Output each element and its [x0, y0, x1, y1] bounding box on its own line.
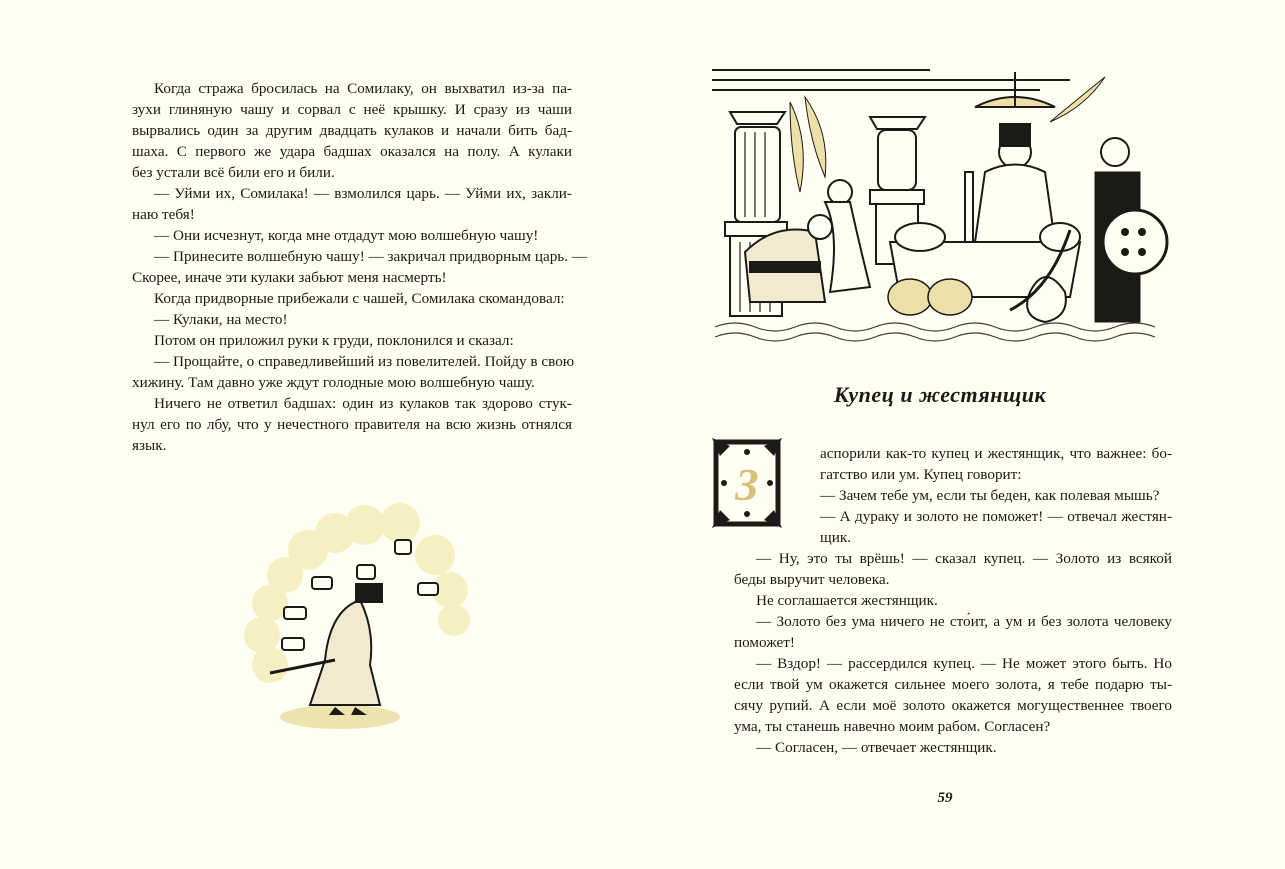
text-line: — Зачем тебе ум, если ты беден, как полевая мышь? [820, 487, 1160, 504]
text-line: Когда придворные прибежали с чашей, Сомилака скомандовал: [154, 290, 565, 307]
left-page [0, 0, 642, 869]
text-line: — Согласен, — отвечает жестянщик. [756, 739, 997, 756]
text-line: — Принесите волшебную чашу! — закричал придворным царь. — [154, 248, 588, 265]
text-line: наю тебя! [132, 206, 195, 223]
page-number: 59 [937, 790, 953, 806]
paragraph [712, 485, 1172, 506]
text-line: — Уйми их, Сомилака! — взмолился царь. — Уйми их, закли- [154, 185, 572, 202]
paragraph [712, 737, 1172, 758]
text-line: Ничего не ответил бадшах: один из кулаков так здорово стук- [154, 395, 572, 412]
text-line: — Вздор! — рассердился купец. — Не может этого быть. Но [756, 655, 1172, 672]
paragraph [110, 225, 572, 246]
text-line: зухи глиняную чашу и сорвал с неё крышку. И сразу из чаши [132, 101, 572, 118]
paragraph [712, 611, 1172, 653]
text-line: хижину. Там давно уже ждут голодные мою волшебную чашу. [132, 374, 535, 391]
text-line: гатство или ум. Купец говорит: [820, 466, 1022, 483]
text-line: Скорее, иначе эти кулаки забьют меня насмерть! [132, 269, 447, 286]
paragraph [712, 590, 1172, 611]
text-line: нул его по лбу, что у нечестного правителя на всю жизнь отнялся [132, 416, 572, 433]
text-line: — Прощайте, о справедливейший из повелителей. Пойду в свою [154, 353, 575, 370]
fists-illustration [240, 495, 475, 735]
text-line: — Они исчезнут, когда мне отдадут мою волшебную чашу! [154, 227, 539, 244]
paragraph [712, 653, 1172, 737]
court-scene-illustration [710, 62, 1172, 347]
text-line: — Золото без ума ничего не сто́ит, а ум и без золота человеку [756, 613, 1172, 630]
paragraph [712, 443, 1172, 485]
right-page-text [712, 443, 1172, 758]
text-line: — Кулаки, на место! [154, 311, 288, 328]
paragraph [110, 288, 572, 309]
left-page-text [110, 78, 588, 456]
text-line: беды выручит человека. [734, 571, 890, 588]
paragraph [712, 506, 1172, 548]
paragraph [110, 78, 572, 183]
text-line: Потом он приложил руки к груди, поклонился и сказал: [154, 332, 514, 349]
text-line: ума, ты станешь навечно моим рабом. Согласен? [734, 718, 1051, 735]
text-line: аспорили как-то купец и жестянщик, что важнее: бо- [820, 445, 1172, 462]
paragraph [110, 393, 572, 456]
paragraph [712, 548, 1172, 590]
text-line: — А дураку и золото не поможет! — отвечал жестян- [820, 508, 1172, 525]
text-line: без устали всё били его и били. [132, 164, 335, 181]
paragraph [110, 351, 575, 393]
text-line: Когда стража бросилась на Сомилаку, он выхватил из-за па- [154, 80, 572, 97]
paragraph [110, 330, 572, 351]
paragraph [110, 183, 572, 225]
text-line: — Ну, это ты врёшь! — сказал купец. — Золото из всякой [756, 550, 1172, 567]
text-line: шаха. С первого же удара бадшах оказался на полу. А кулаки [132, 143, 572, 160]
text-line: язык. [132, 437, 167, 454]
text-line: сячу рупий. А если моё золото окажется могущественнее твоего [734, 697, 1172, 714]
text-line: Не соглашается жестянщик. [756, 592, 938, 609]
text-line: щик. [820, 529, 851, 546]
text-line: поможет! [734, 634, 795, 651]
story-title: Купец и жестянщик [833, 382, 1047, 407]
text-line: если твой ум окажется сильнее моего золота, я тебе подарю ты- [734, 676, 1172, 693]
drop-cap-letter: З [735, 459, 759, 510]
paragraph [110, 309, 572, 330]
text-line: вырвались один за другим двадцать кулаков и начали бить бад- [132, 122, 572, 139]
paragraph [110, 246, 588, 288]
